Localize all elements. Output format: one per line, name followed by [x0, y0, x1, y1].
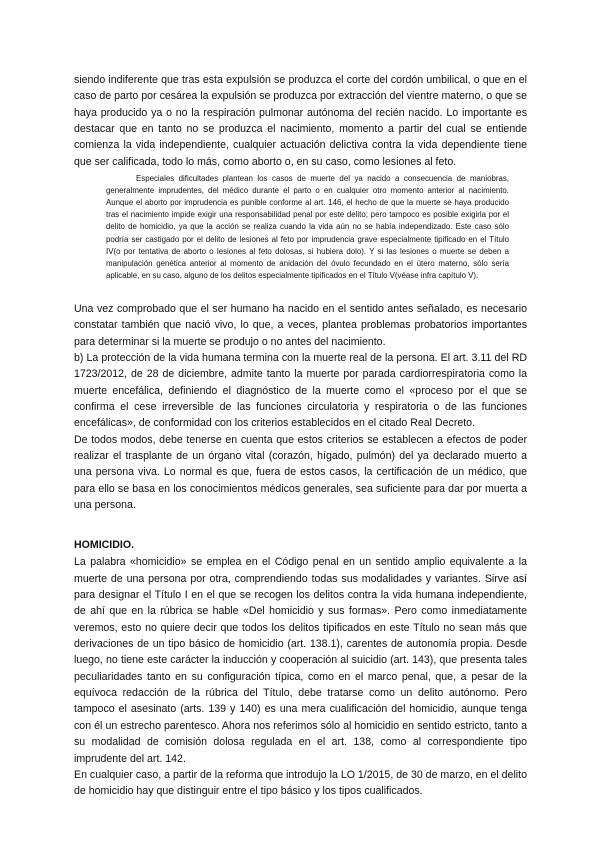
paragraph-born-alive: Una vez comprobado que el ser humano ha nacido en el sentido antes señalado, es necesario constatar también que nació vivo, lo que, a veces, plantea problemas probatorios importantes para determinar si la muerte se produjo o no antes del nacimiento. [74, 302, 527, 348]
footnote-block: Especiales dificultades plantean los casos de muerte del ya nacido a consecuencia de maniobras, generalmente imprudentes, del médico durante el parto o en cualquier otro momento anterior al nacimiento. Aunque el aborto por imprudencia es punible conforme al art. 146, el hecho de que la muerte se haya producido tras el nacimiento impide exigir una responsabilidad penal por este delito; pero tampoco es posible exigirla por el delito de homicidio, ya que la acción se realiza cuando la vida aún no se había independizado. Este caso sólo podría ser castigado por el delito de lesiones al feto por imprudencia grave especialmente tipificado en el Título IV(o por tentativa de aborto o lesiones al feto dolosas, si hubiera dolo). Y si las lesiones o muerte se deben a manipulación genética anterior al momento de anidación del óvulo fecundado en el útero materno, sólo sería aplicable, en su caso, alguno de los delitos especialmente tipificados en el Título V(véase infra capítulo V). [106, 174, 509, 280]
paragraph-birth-expulsion: siendo indiferente que tras esta expulsión se produzca el corte del cordón umbilical, o que en el caso de parto por cesárea la expulsión se produzca por extracción del vientre materno, o que se haya producido ya o no la respiración pulmonar autónoma del recién nacido. Lo importante es destacar que en tanto no se produzca el nacimiento, momento a partir del cual se entiende comienza la vida independiente, cualquier actuación delictiva contra la vida dependiente tiene que ser calificada, todo lo más, como aborto o, en su caso, como lesiones al feto. [74, 74, 527, 168]
paragraph-reform-lo-2015: En cualquier caso, a partir de la reforma que introdujo la LO 1/2015, de 30 de marzo, en el delito de homicidio hay que distinguir entre el tipo básico y los tipos cualificados. [74, 768, 527, 798]
paragraph-end-of-life: b) La protección de la vida humana termina con la muerte real de la persona. El art. 3.11 del RD 1723/2012, de 28 de diciembre, admite tanto la muerte por parada cardiorrespiratoria como la muerte encefálica, definiendo el diagnóstico de la muerte como el «proceso por el que se confirma el cese irreversible de las funciones circulatoria y respiratoria o de las funciones encefálicas», de conformidad con los criterios establecidos en el citado Real Decreto. [74, 351, 527, 430]
section-heading-homicidio: HOMICIDIO. [74, 539, 135, 552]
spacer [74, 292, 527, 301]
paragraph-transplant-criteria: De todos modos, debe tenerse en cuenta que estos criterios se establecen a efectos de poder realizar el trasplante de un órgano vital (corazón, hígado, pulmón) del ya declarado muerto a una persona viva. Lo normal es que, fuera de estos casos, la certificación de un médico, que para ello se basa en los conocimientos médicos generales, sea suficiente para dar por muerta a una persona. [74, 433, 527, 512]
paragraph-homicidio-definition: La palabra «homicidio» se emplea en el Código penal en un sentido amplio equivalente a la muerte de una persona por otra, comprendiendo todas sus modalidades y variantes. Sirve así para designar el Título I en el que se recogen los delitos contra la vida humana independiente, de ahí que en la rúbrica se hable «Del homicidio y sus formas». Pero como inmediatamente veremos, esto no quiere decir que todos los delitos tipificados en este Título no sean más que derivaciones de un tipo básico de homicidio (art. 138.1), carentes de autonomía propia. Desde luego, no tiene este carácter la inducción y cooperación al suicidio (art. 143), que presenta tales peculiaridades tanto en su configuración típica, como en el marco penal, que, a pesar de la equívoca redacción de la rúbrica del Título, debe tratarse como un delito autónomo. Pero tampoco el asesinato (arts. 139 y 140) es una mera cualificación del homicidio, aunque tenga con él un estrecho parentesco. Ahora nos referimos sólo al homicidio en sentido estricto, tanto a su modalidad de comisión dolosa regulada en el art. 138, como al correspondiente tipo imprudente del art. 142. [74, 556, 527, 765]
